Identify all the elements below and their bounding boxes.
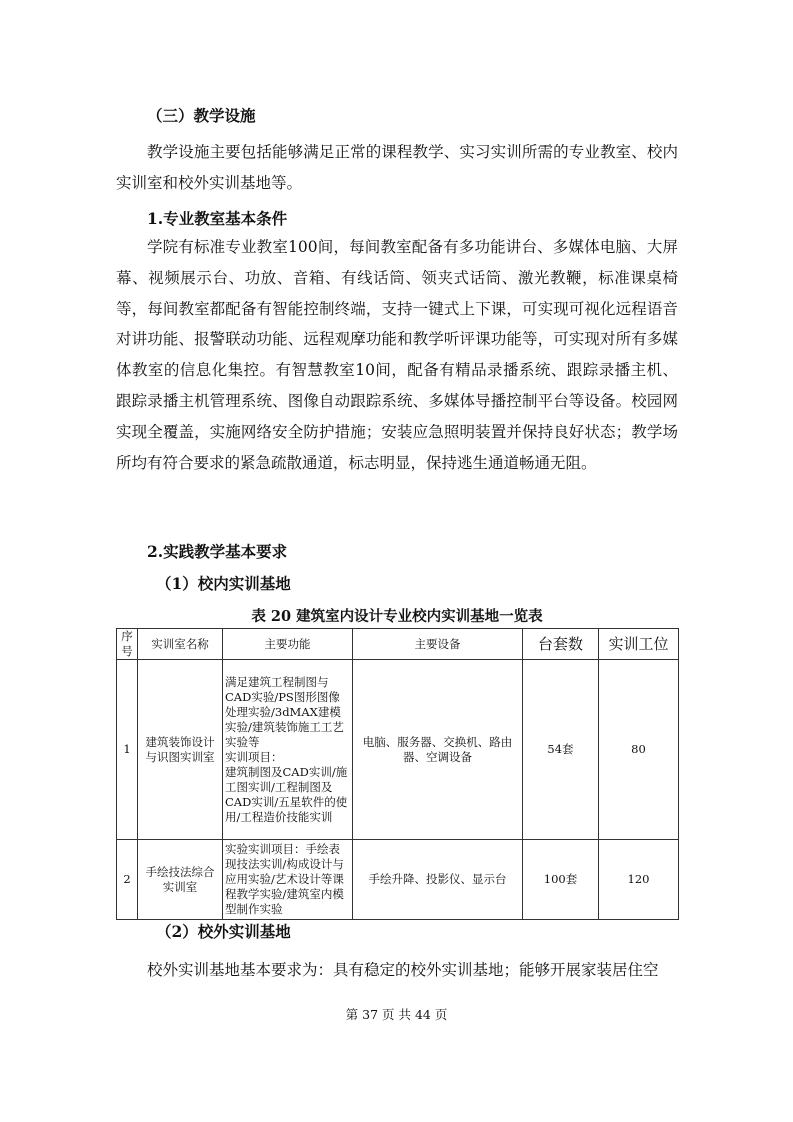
cell-equipment: 手绘升降、投影仪、显示台	[353, 840, 523, 920]
cell-equipment: 电脑、服务器、交换机、路由器、空调设备	[353, 660, 523, 840]
section-title: （三）教学设施	[147, 106, 256, 125]
table-row	[117, 840, 679, 920]
header-no: 序号	[117, 629, 138, 660]
external-paragraph: 校外实训基地基本要求为：具有稳定的校外实训基地；能够开展家装居住空	[147, 961, 659, 979]
cell-room-name: 手绘技法综合实训室	[138, 840, 223, 920]
page-footer: 第 37 页 共 44 页	[345, 1007, 448, 1022]
cell-function: 满足建筑工程制图与CAD实验/PS图形图像处理实验/3dMAX建模实验/建筑装饰施工工艺实验等 实训项目： 建筑制图及CAD实训/施工图实训/工程制图及CAD实训/五星软件的使用/工程造价技能实训	[223, 660, 353, 840]
cell-stations: 80	[599, 660, 679, 840]
cell-no: 1	[117, 660, 138, 840]
practice-title: 2.实践教学基本要求	[147, 542, 288, 561]
cell-stations: 120	[599, 840, 679, 920]
header-sets: 台套数	[523, 629, 599, 660]
table-header-row	[117, 629, 679, 660]
classroom-title: 1.专业教室基本条件	[147, 209, 288, 228]
cell-function: 实验实训项目：手绘表现技法实训/构成设计与应用实验/艺术设计等课程教学实验/建筑室内模型制作实验	[223, 840, 353, 920]
cell-sets: 100套	[523, 840, 599, 920]
table-caption: 表 20 建筑室内设计专业校内实训基地一览表	[251, 608, 543, 625]
cell-sets: 54套	[523, 660, 599, 840]
external-base-title: （2）校外实训基地	[156, 922, 291, 941]
training-room-table	[116, 628, 679, 920]
cell-room-name: 建筑装饰设计与识图实训室	[138, 660, 223, 840]
header-function: 主要功能	[223, 629, 353, 660]
internal-base-title: （1）校内实训基地	[156, 574, 291, 593]
header-equipment: 主要设备	[353, 629, 523, 660]
table-row	[117, 660, 679, 840]
header-room-name: 实训室名称	[138, 629, 223, 660]
classroom-paragraph: 学院有标准专业教室100间，每间教室配备有多功能讲台、多媒体电脑、大屏幕、视频展示台、功放、音箱、有线话筒、领夹式话筒、激光教鞭，标准课桌椅等，每间教室都配备有智能控制终端，支持一键式上下课，可实现可视化远程语音对讲功能、报警联动功能、远程观摩功能和教学听评课功能等，可实现对所有多媒体教室的信息化集控。有智慧教室10间，配备有精品录播系统、跟踪录播主机、跟踪录播主机管理系统、图像自动跟踪系统、多媒体导播控制平台等设备。校园网实现全覆盖，实施网络安全防护措施；安装应急照明装置并保持良好状态；教学场所均有符合要求的紧急疏散通道，标志明显，保持逃生通道畅通无阻。	[116, 238, 678, 472]
header-stations: 实训工位	[599, 629, 679, 660]
intro-paragraph: 教学设施主要包括能够满足正常的课程教学、实习实训所需的专业教室、校内实训室和校外实训基地等。	[116, 143, 678, 192]
cell-no: 2	[117, 840, 138, 920]
